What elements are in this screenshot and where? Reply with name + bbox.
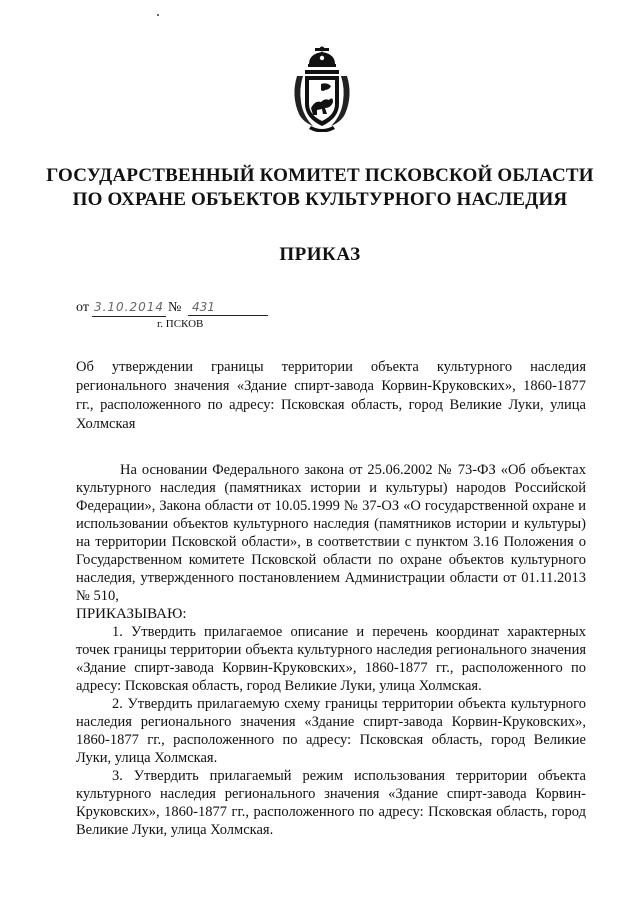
date-number-line (76, 300, 276, 320)
city-label: г. ПСКОВ (157, 318, 204, 330)
order-subject: Об утверждении границы территории объекта культурного наследия регионального значения «Здание спирт-завода Корвин-Круковских», 1860-1877 гг., расположенного по адресу: Псковская область, город Великие Луки, улица Холмская (76, 359, 586, 432)
order-item-3: 3. Утвердить прилагаемый режим использования территории объекта культурного наследия регионального значения «Здание спирт-завода Корвин-Круковских», 1860-1877 гг., расположенного по адресу: Псковская область, город Великие Луки, улица Холмская. (76, 768, 586, 838)
authority-line-1: ГОСУДАРСТВЕННЫЙ КОМИТЕТ ПСКОВСКОЙ ОБЛАСТИ (46, 165, 594, 186)
from-label: от (76, 300, 89, 315)
document-type-title: ПРИКАЗ (279, 244, 361, 265)
scan-speck (157, 14, 159, 16)
coat-of-arms-icon (291, 46, 353, 132)
number-field: 431 (188, 300, 268, 316)
decree-word: ПРИКАЗЫВАЮ: (76, 606, 187, 622)
issuing-authority (40, 164, 600, 212)
number-label: № (168, 300, 182, 315)
date-field: 3.10.2014 (92, 300, 166, 317)
order-item-1: 1. Утвердить прилагаемое описание и перечень координат характерных точек границы территории объекта культурного наследия регионального значения «Здание спирт-завода Корвин-Круковских», 1860-1877 гг., расположенного по адресу: Псковская область, город Великие Луки, улица Холмская. (76, 624, 586, 694)
authority-line-2: ПО ОХРАНЕ ОБЪЕКТОВ КУЛЬТУРНОГО НАСЛЕДИЯ (72, 189, 568, 210)
preamble-paragraph: На основании Федерального закона от 25.06.2002 № 73-ФЗ «Об объектах культурного наследия (памятниках истории и культуры) народов Российской Федерации», Закона области от 10.05.1999 № 37-ОЗ «О государственной охране и использовании объектов культурного наследия (памятников истории и культуры) на территории Псковской области», в соответствии с пунктом 3.16 Положения о Государственном комитете Псковской области по охране объектов культурного наследия, утвержденного постановлением Администрации области от 01.11.2013 № 510, (76, 462, 586, 604)
order-item-2: 2. Утвердить прилагаемую схему границы территории объекта культурного наследия регионального значения «Здание спирт-завода Корвин-Круковских», 1860-1877 гг., расположенного по адресу: Псковская область, город Великие Луки, улица Холмская. (76, 696, 586, 766)
order-body (76, 461, 586, 839)
